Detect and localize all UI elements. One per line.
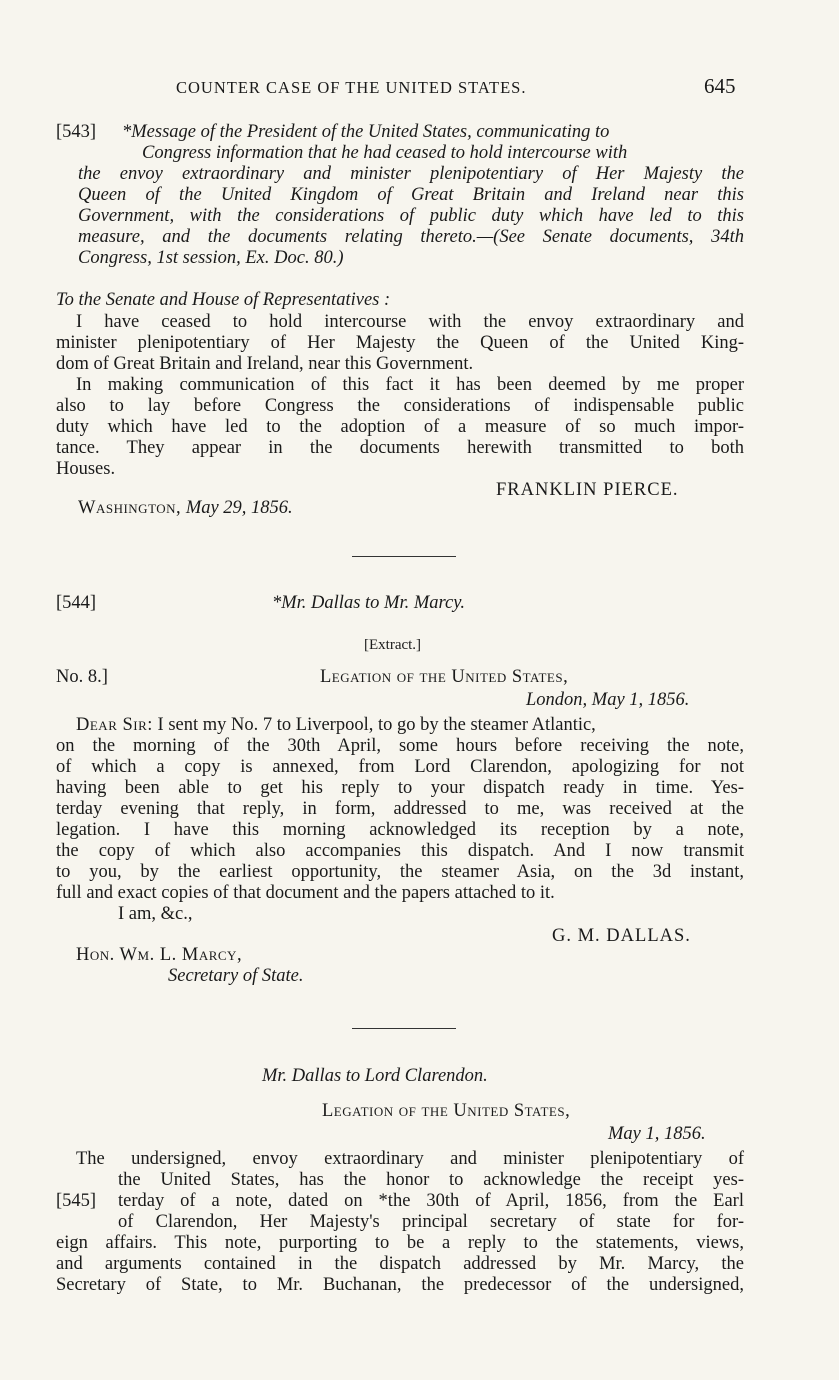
doc-543-title-line: Congress information that he had ceased to hold intercourse with — [142, 143, 628, 163]
doc-544-body-line: I sent my No. 7 to Liverpool, to go by the steamer Atlantic, — [157, 715, 596, 735]
doc-545-body-line: and arguments contained in the dispatch addressed by Mr. Marcy, the — [56, 1254, 744, 1274]
doc-544-body-line: legation. I have this morning acknowledged its reception by a note, — [56, 820, 744, 840]
doc-544-addressee-title: Secretary of State. — [168, 966, 304, 986]
doc-545-body-line: the United States, has the honor to acknowledge the receipt yes- — [118, 1170, 744, 1190]
doc-543-body-line: also to lay before Congress the considerations of indispensable public — [56, 396, 744, 416]
doc-544-body-line: of which a copy is annexed, from Lord Clarendon, apologizing for not — [56, 757, 744, 777]
doc-543-place: Washington, — [78, 498, 182, 518]
doc-545-body-line: of Clarendon, Her Majesty's principal secretary of state for for- — [118, 1212, 744, 1232]
doc-545-title: Mr. Dallas to Lord Clarendon. — [262, 1066, 488, 1086]
doc-543-marker: [543] — [56, 122, 97, 142]
doc-544-body-line: to you, by the earliest opportunity, the steamer Asia, on the 3d instant, — [56, 862, 744, 882]
doc-545-body-line: The undersigned, envoy extraordinary and minister plenipotentiary of — [76, 1149, 744, 1169]
doc-544-title: *Mr. Dallas to Mr. Marcy. — [272, 593, 466, 613]
doc-543-salutation: To the Senate and House of Representatives : — [56, 290, 391, 310]
doc-544-closing: I am, &c., — [118, 904, 193, 924]
section-divider — [352, 1028, 456, 1029]
doc-543-title-line: the envoy extraordinary and minister plenipotentiary of Her Majesty the — [78, 164, 744, 184]
doc-544-addressee: Hon. Wm. L. Marcy, — [76, 945, 243, 965]
doc-543-signature: FRANKLIN PIERCE. — [496, 480, 679, 500]
doc-544-body-first-line — [76, 715, 744, 736]
doc-544-body-line: full and exact copies of that document and the papers attached to it. — [56, 883, 555, 903]
doc-545-marker: [545] — [56, 1191, 97, 1211]
doc-543-body-line: minister plenipotentiary of Her Majesty the Queen of the United King- — [56, 333, 744, 353]
doc-545-body-line: eign affairs. This note, purporting to be a reply to the statements, views, — [56, 1233, 744, 1253]
doc-544-salutation: Dear Sir: — [76, 715, 153, 735]
doc-544-signature: G. M. DALLAS. — [552, 926, 691, 946]
doc-544-body-line: on the morning of the 30th April, some hours before receiving the note, — [56, 736, 744, 756]
doc-545-body-line: Secretary of State, to Mr. Buchanan, the predecessor of the undersigned, — [56, 1275, 744, 1295]
doc-544-extract-note: [Extract.] — [364, 637, 422, 653]
doc-544-body-line: terday evening that reply, in form, addressed to me, was received at the — [56, 799, 744, 819]
doc-544-marker: [544] — [56, 593, 97, 613]
page-number: 645 — [704, 74, 736, 98]
doc-543-body-line: duty which have led to the adoption of a measure of so much impor- — [56, 417, 744, 437]
doc-543-title-line: measure, and the documents relating thereto.—(See Senate documents, 34th — [78, 227, 744, 247]
doc-544-body-line: having been able to get his reply to your dispatch ready in time. Yes- — [56, 778, 744, 798]
doc-543-title-line: Congress, 1st session, Ex. Doc. 80.) — [78, 248, 344, 268]
doc-544-number: No. 8.] — [56, 667, 108, 687]
running-title: COUNTER CASE OF THE UNITED STATES. — [176, 78, 527, 97]
doc-545-legation: Legation of the United States, — [322, 1101, 571, 1121]
doc-543-dateline — [78, 498, 293, 519]
doc-543-body-line: dom of Great Britain and Ireland, near this Government. — [56, 354, 474, 374]
doc-543-title-line: Government, with the considerations of public duty which have led to this — [78, 206, 744, 226]
doc-544-dateline: London, May 1, 1856. — [526, 690, 690, 710]
doc-545-date: May 1, 1856. — [608, 1124, 706, 1144]
doc-544-body-line: the copy of which also accompanies this dispatch. And I now transmit — [56, 841, 744, 861]
doc-543-body-line: Houses. — [56, 459, 116, 479]
doc-543-body-line: I have ceased to hold intercourse with the envoy extraordinary and — [76, 312, 744, 332]
doc-545-body-line: terday of a note, dated on *the 30th of April, 1856, from the Earl — [118, 1191, 744, 1211]
doc-543-title-line: Queen of the United Kingdom of Great Britain and Ireland near this — [78, 185, 744, 205]
doc-543-body-line: tance. They appear in the documents herewith transmitted to both — [56, 438, 744, 458]
section-divider — [352, 556, 456, 557]
doc-543-date: May 29, 1856. — [185, 498, 293, 518]
doc-544-legation: Legation of the United States, — [320, 667, 569, 687]
doc-543-body-line: In making communication of this fact it has been deemed by me proper — [76, 375, 744, 395]
doc-543-title-line: *Message of the President of the United States, communicating to — [122, 122, 610, 142]
